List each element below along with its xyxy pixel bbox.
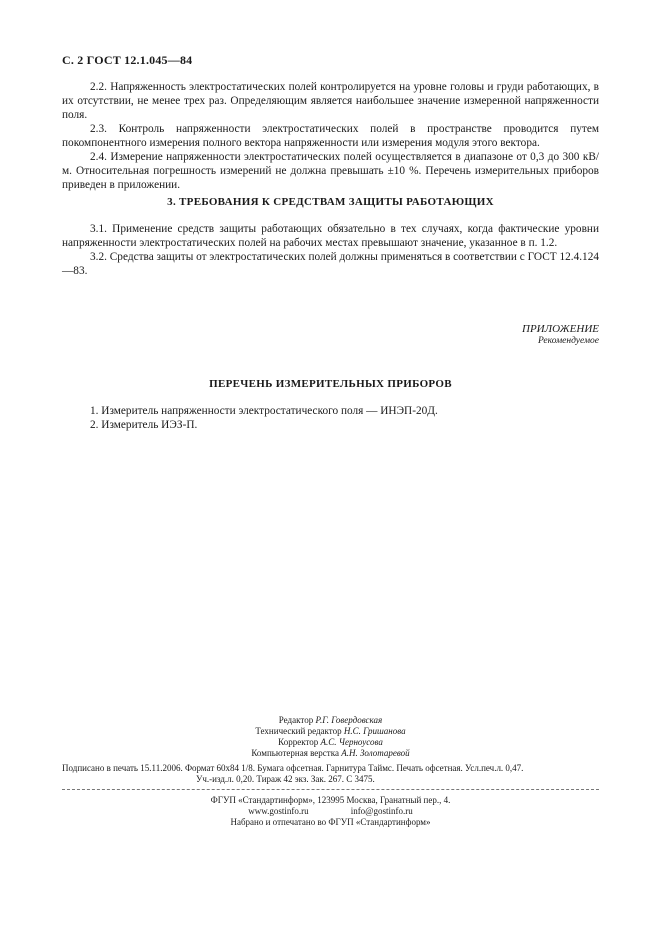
imprint-corrector: Корректор А.С. Черноусова [278, 737, 383, 747]
section-3-title: 3. ТРЕБОВАНИЯ К СРЕДСТВАМ ЗАЩИТЫ РАБОТАЮЩИХ [167, 196, 494, 208]
imprint-tech-editor: Технический редактор Н.С. Гришанова [255, 726, 406, 736]
publisher-website[interactable]: www.gostinfo.ru [248, 806, 309, 816]
appendix-title: ПЕРЕЧЕНЬ ИЗМЕРИТЕЛЬНЫХ ПРИБОРОВ [209, 378, 452, 390]
publication-info [62, 763, 602, 785]
paragraph-2-4: 2.4. Измерение напряженности электростатических полей осуществляется в диапазоне от 0,3 до 300 кВ/м. Относительная погрешность измерений не должна превышать ±10 %. Перечень измерительных приборов приведен в приложении. [62, 151, 599, 191]
imprint-block [0, 715, 661, 759]
list-item: 1. Измеритель напряженности электростатического поля — ИНЭП-20Д. [90, 405, 438, 417]
appendix-heading: ПРИЛОЖЕНИЕ [522, 323, 599, 335]
publication-line-2: Уч.-изд.л. 0,20. Тираж 42 экз. Зак. 267. С 3475. [196, 774, 375, 784]
publisher-info [0, 795, 661, 828]
paragraph-3-1: 3.1. Применение средств защиты работающих обязательно в тех случаях, когда фактические уровни напряженности электростатических полей на рабочих местах превышают значение, указанное в п. 1.2. [62, 223, 599, 249]
paragraph-3-2: 3.2. Средства защиты от электростатических полей должны применяться в соответствии с ГОСТ 12.4.124—83. [62, 251, 599, 277]
paragraph-2-2: 2.2. Напряженность электростатических полей контролируется на уровне головы и груди работающих, в их отсутствии, не менее трех раз. Определяющим является наибольшее значение измеренной напряженности поля. [62, 81, 599, 121]
publisher-printed-by: Набрано и отпечатано во ФГУП «Стандартинформ» [230, 817, 431, 827]
appendix-status: Рекомендуемое [537, 336, 599, 346]
appendix-label [522, 323, 599, 347]
instrument-list [90, 404, 438, 432]
section-3-body [62, 222, 599, 278]
list-item: 2. Измеритель ИЭЗ-П. [90, 419, 198, 431]
publisher-address: ФГУП «Стандартинформ», 123995 Москва, Гранатный пер., 4. [210, 795, 451, 805]
divider [62, 789, 599, 790]
section-2-body [62, 80, 599, 192]
paragraph-2-3: 2.3. Контроль напряженности электростатических полей в пространстве проводится путем покомпонентного измерения полного вектора напряженности или измерения модуля этого вектора. [62, 123, 599, 149]
page-header: С. 2 ГОСТ 12.1.045—84 [62, 53, 193, 67]
publisher-contacts [0, 806, 661, 817]
publication-line-1: Подписано в печать 15.11.2006. Формат 60х84 1/8. Бумага офсетная. Гарнитура Таймс. Печать офсетная. Усл.печ.л. 0,47. [62, 763, 524, 773]
imprint-editor: Редактор Р.Г. Говердовская [278, 715, 383, 725]
imprint-layout: Компьютерная верстка А.Н. Золотаревой [251, 748, 410, 758]
publisher-email[interactable]: info@gostinfo.ru [350, 806, 413, 816]
